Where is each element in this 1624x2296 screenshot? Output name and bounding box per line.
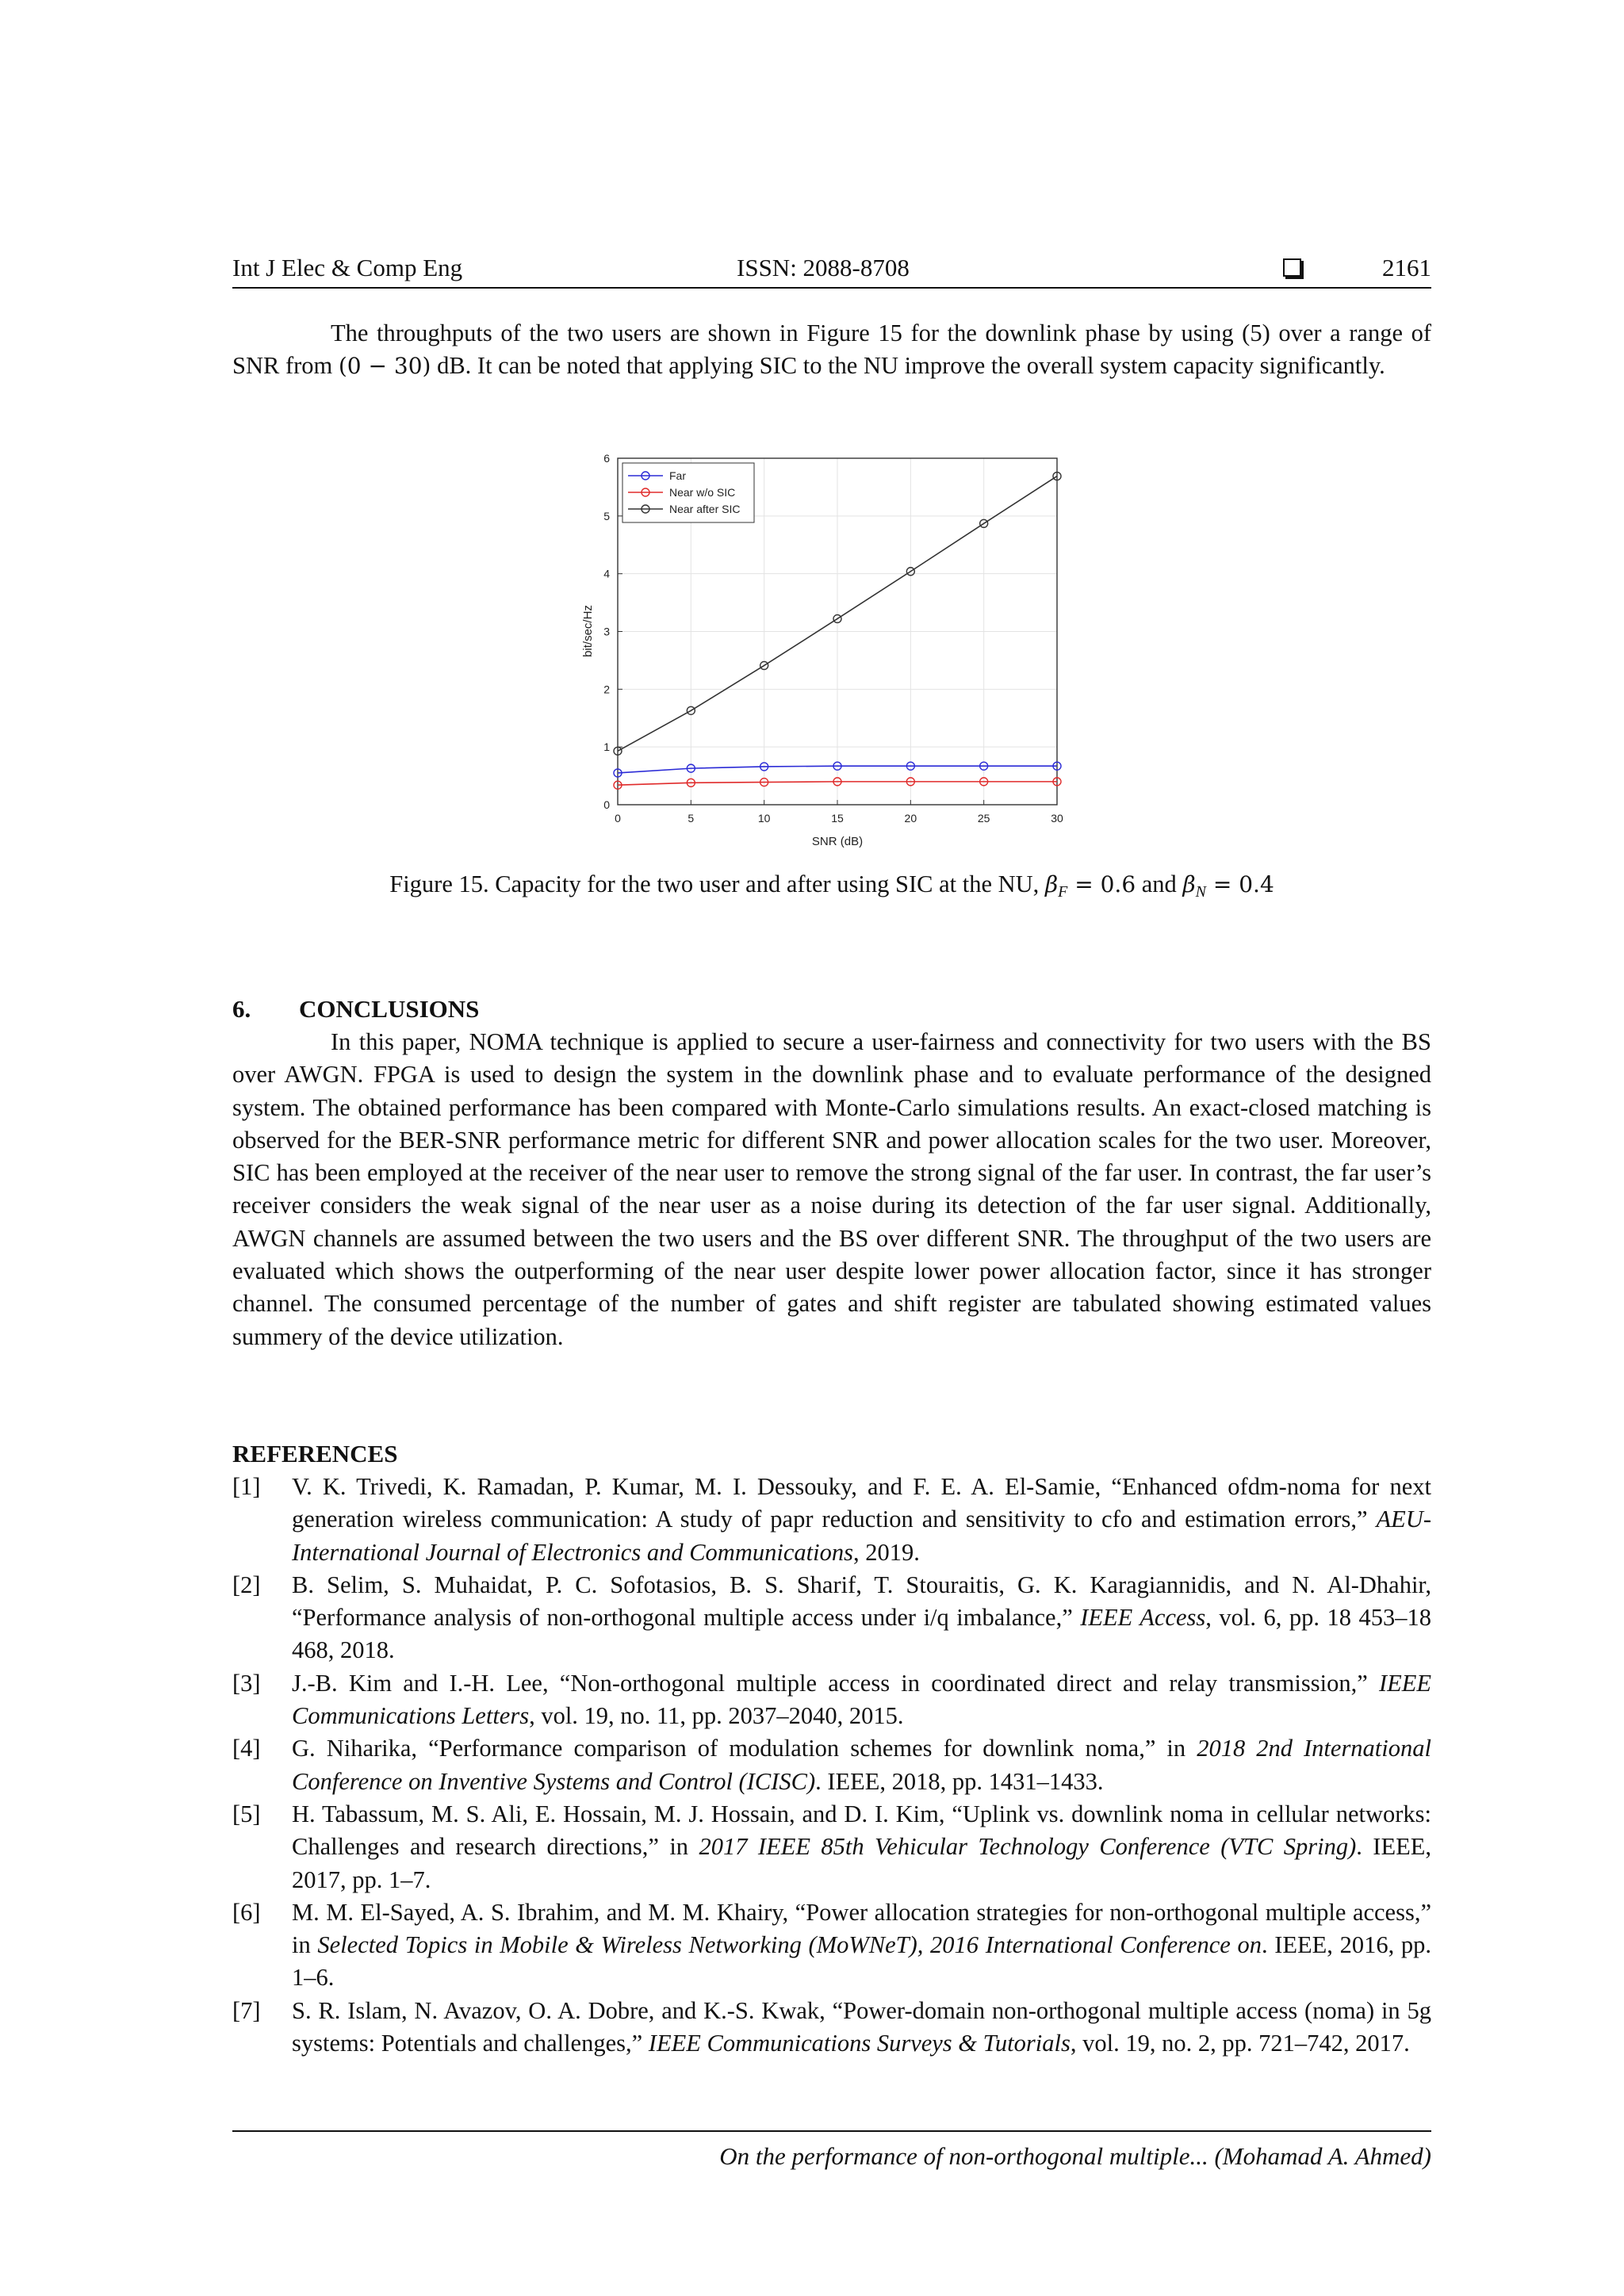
x-tick-label: 25 bbox=[977, 812, 990, 825]
reference-item bbox=[232, 1667, 1431, 1733]
intro-text-2: dB. It can be noted that applying SIC to the NU improve the overall system capacity significantly. bbox=[431, 352, 1385, 380]
legend-label: Far bbox=[669, 469, 686, 482]
legend-label: Near w/o SIC bbox=[669, 486, 736, 499]
figure-caption bbox=[232, 867, 1431, 909]
issn: ISSN: 2088-8708 bbox=[737, 254, 910, 281]
reference-authors-title: S. R. Islam, N. Avazov, O. A. Dobre, and K.-S. Kwak, “Power-domain non-orthogonal multiple access (noma) in 5g systems: Potentials and challenges,” bbox=[292, 1996, 1431, 2057]
reference-details: . IEEE, 2018, pp. 1431–1433. bbox=[815, 1767, 1104, 1795]
beta-n-value: = 0.4 bbox=[1205, 871, 1274, 897]
reference-venue: IEEE Access bbox=[1080, 1604, 1206, 1632]
reference-index: [4] bbox=[232, 1735, 261, 1762]
x-axis-label: SNR (dB) bbox=[811, 835, 864, 848]
reference-venue: IEEE Communications Letters bbox=[292, 1669, 1431, 1730]
reference-details: , 2019. bbox=[852, 1538, 920, 1566]
reference-authors-title: B. Selim, S. Muhaidat, P. C. Sofotasios, B. S. Sharif, T. Stouraitis, G. K. Karagiannidis, and N. Al-Dhahir, “Performance analysis of non-orthogonal multiple access under i/q imbalance,” bbox=[292, 1571, 1431, 1632]
reference-item bbox=[232, 1732, 1431, 1798]
x-tick-label: 15 bbox=[831, 812, 844, 825]
reference-details: , vol. 19, no. 11, pp. 2037–2040, 2015. bbox=[529, 1702, 904, 1730]
section-title: CONCLUSIONS bbox=[299, 995, 480, 1023]
reference-index: [3] bbox=[232, 1669, 261, 1697]
conclusions-paragraph bbox=[232, 1026, 1431, 1353]
conclusions-heading bbox=[232, 993, 479, 1025]
y-tick-label: 0 bbox=[603, 798, 610, 811]
x-tick-label: 5 bbox=[688, 812, 695, 825]
beta-f-symbol: β bbox=[1044, 871, 1059, 897]
chart-legend bbox=[622, 463, 754, 522]
y-tick-label: 6 bbox=[603, 452, 610, 465]
intro-paragraph bbox=[232, 317, 1431, 383]
caption-and: and bbox=[1141, 871, 1177, 897]
running-footer: On the performance of non-orthogonal multiple... (Mohamad A. Ahmed) bbox=[719, 2142, 1431, 2170]
y-tick-label: 4 bbox=[603, 567, 610, 580]
reference-index: [5] bbox=[232, 1800, 261, 1827]
reference-item bbox=[232, 1896, 1431, 1995]
reference-index: [2] bbox=[232, 1571, 261, 1598]
reference-venue: AEU-International Journal of Electronics and Communications bbox=[292, 1506, 1431, 1566]
y-tick-label: 3 bbox=[603, 625, 610, 638]
x-tick-label: 20 bbox=[904, 812, 917, 825]
reference-authors-title: J.-B. Kim and I.-H. Lee, “Non-orthogonal multiple access in coordinated direct and relay transmission,” bbox=[292, 1669, 1379, 1697]
x-tick-label: 0 bbox=[615, 812, 621, 825]
intro-text-1: The throughputs of the two users are shown in Figure 15 for the downlink phase by using (5) over a range of SNR from bbox=[232, 320, 1431, 380]
reference-index: [7] bbox=[232, 1996, 261, 2024]
y-tick-label: 2 bbox=[603, 683, 610, 696]
reference-authors-title: M. M. El-Sayed, A. S. Ibrahim, and M. M. Khairy, “Power allocation strategies for non-orthogonal multiple access,” in bbox=[292, 1898, 1431, 1959]
reference-details: , vol. 6, pp. 18 453–18 468, 2018. bbox=[292, 1604, 1431, 1664]
journal-name: Int J Elec & Comp Eng bbox=[232, 254, 463, 281]
footer-rule bbox=[232, 2130, 1431, 2132]
reference-authors-title: G. Niharika, “Performance comparison of modulation schemes for downlink noma,” in bbox=[292, 1735, 1197, 1762]
page-number: 2161 bbox=[1382, 254, 1431, 281]
legend-label: Near after SIC bbox=[669, 503, 741, 515]
reference-authors-title: H. Tabassum, M. S. Ali, E. Hossain, M. J. Hossain, and D. I. Kim, “Uplink vs. downlink noma in cellular networks: Challenges and research directions,” in bbox=[292, 1800, 1431, 1861]
beta-n-subscript: N bbox=[1195, 883, 1206, 901]
reference-item bbox=[232, 1798, 1431, 1896]
reference-venue: Selected Topics in Mobile & Wireless Networking (MoWNeT), 2016 International Conference on bbox=[317, 1931, 1262, 1959]
reference-authors-title: V. K. Trivedi, K. Ramadan, P. Kumar, M. I. Dessouky, and F. E. A. El-Samie, “Enhanced ofdm-noma for next generation wireless communication: A study of papr reduction and sensitivity to cfo and estimation errors,” bbox=[292, 1473, 1431, 1533]
y-tick-label: 1 bbox=[603, 740, 610, 754]
reference-details: . IEEE, 2016, pp. 1–6. bbox=[292, 1931, 1431, 1992]
beta-f-value: = 0.6 bbox=[1067, 871, 1136, 897]
section-number: 6. bbox=[232, 995, 251, 1023]
reference-list bbox=[232, 1471, 1431, 2060]
references-heading: REFERENCES bbox=[232, 1440, 398, 1468]
reference-item bbox=[232, 1569, 1431, 1667]
square-box-icon bbox=[1283, 258, 1301, 277]
reference-venue: 2017 IEEE 85th Vehicular Technology Conference (VTC Spring) bbox=[699, 1833, 1357, 1861]
conclusions-text: In this paper, NOMA technique is applied to secure a user-fairness and connectivity for two users with the BS over AWGN. FPGA is used to design the system in the downlink phase and to evaluate performance of the designed system. The obtained performance has been compared with Monte-Carlo simulations results. An exact-closed matching is observed for the BER-SNR performance metric for different SNR and power allocation scales for the two user. Moreover, SIC has been employed at the receiver of the near user to remove the strong signal of the far user. In contrast, the far user’s receiver considers the weak signal of the near user as a noise during its detection of the far user signal. Additionally, AWGN channels are assumed between the two users and the BS over different SNR. The throughput of the two users are evaluated which shows the outperforming of the near user despite lower power allocation factor, since it has stronger channel. The consumed percentage of the number of gates and shift register are tabulated showing estimated values summery of the device utilization. bbox=[232, 1028, 1431, 1350]
reference-details: . IEEE, 2017, pp. 1–7. bbox=[292, 1833, 1431, 1893]
reference-index: [6] bbox=[232, 1898, 261, 1926]
reference-item bbox=[232, 1471, 1431, 1569]
reference-venue: 2018 2nd International Conference on Inventive Systems and Control (ICISC) bbox=[292, 1735, 1431, 1795]
running-header bbox=[232, 252, 1431, 289]
caption-text: Figure 15. Capacity for the two user and after using SIC at the NU, bbox=[389, 871, 1040, 897]
y-axis-label: bit/sec/Hz bbox=[581, 605, 595, 657]
paper-page bbox=[232, 0, 1431, 2296]
figure-15 bbox=[553, 450, 1101, 863]
reference-details: , vol. 19, no. 2, pp. 721–742, 2017. bbox=[1070, 2030, 1410, 2057]
beta-f-subscript: F bbox=[1058, 883, 1068, 901]
reference-index: [1] bbox=[232, 1473, 261, 1500]
reference-item bbox=[232, 1995, 1431, 2061]
reference-venue: IEEE Communications Surveys & Tutorials bbox=[648, 2030, 1071, 2057]
beta-n-symbol: β bbox=[1182, 871, 1196, 897]
y-tick-label: 5 bbox=[603, 509, 610, 522]
snr-range-math: (0 − 30) bbox=[338, 353, 431, 380]
x-tick-label: 10 bbox=[757, 812, 771, 825]
capacity-chart bbox=[553, 450, 1101, 863]
x-tick-label: 30 bbox=[1051, 812, 1063, 825]
